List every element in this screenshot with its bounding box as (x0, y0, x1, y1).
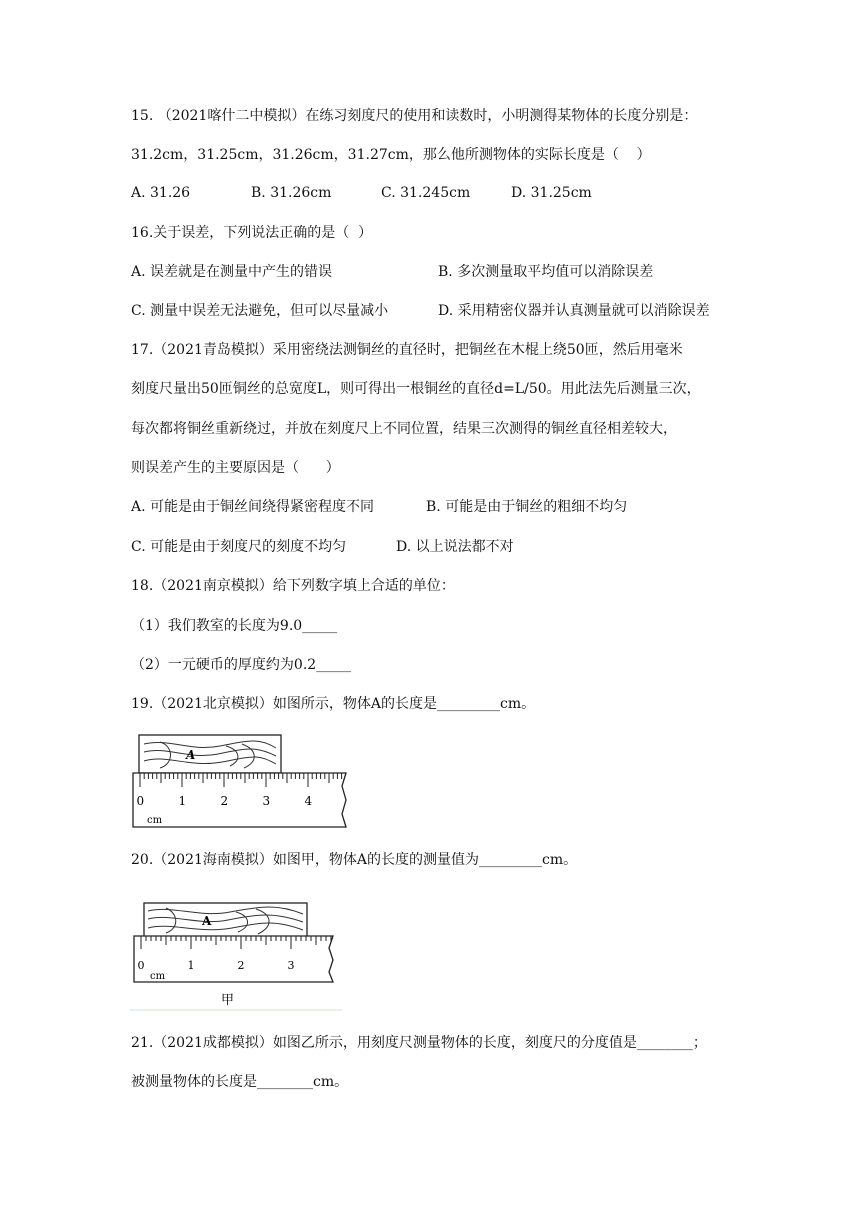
q20-object-a (144, 903, 307, 937)
q20-ruler-tick-label: 0 (137, 959, 145, 972)
q17-option-b: B. 可能是由于铜丝的粗细不均匀 (426, 499, 628, 515)
q15-stem-line1: 15. （2021喀什二中模拟）在练习刻度尺的使用和读数时，小明测得某物体的长度分别是： (131, 108, 698, 124)
q19-ruler-tick-label: 3 (262, 794, 271, 808)
q17-stem-line4: 则误差产生的主要原因是（ ） (131, 460, 340, 476)
q17-option-c: C. 可能是由于刻度尺的刻度不均匀 (131, 539, 347, 555)
q15-option-b: B. 31.26cm (251, 185, 332, 201)
q20-figure-caption: 甲 (221, 993, 235, 1008)
q19-object-label: A (186, 748, 196, 762)
q21-stem-line2: 被测量物体的长度是________cm。 (131, 1074, 349, 1090)
q17-option-d: D. 以上说法都不对 (396, 539, 514, 555)
q16-option-b: B. 多次测量取平均值可以消除误差 (438, 264, 654, 280)
q20-ruler-figure (128, 898, 344, 1012)
q16-option-c: C. 测量中误差无法避免，但可以尽量减小 (131, 303, 389, 319)
q15-stem-line2: 31.2cm，31.25cm，31.26cm，31.27cm，那么他所测物体的实际长度是（ ） (131, 147, 651, 163)
q19-ruler-body (133, 773, 346, 827)
q19-ruler-tick-label: 4 (304, 794, 313, 808)
q21-stem-line1: 21.（2021成都模拟）如图乙所示，用刻度尺测量物体的长度，刻度尺的分度值是________； (131, 1035, 707, 1051)
q16-stem: 16.关于误差，下列说法正确的是（ ） (131, 225, 373, 241)
q15-option-a: A. 31.26 (131, 185, 191, 201)
q20-stem: 20.（2021海南模拟）如图甲，物体A的长度的测量值为_________cm。 (131, 852, 578, 868)
q17-stem-line3: 每次都将铜丝重新绕过，并放在刻度尺上不同位置，结果三次测得的铜丝直径相差较大， (131, 421, 677, 437)
q19-ruler-tick-label: 2 (220, 794, 229, 808)
q19-ruler-tick-label: 0 (136, 794, 145, 808)
q20-object-label: A (202, 914, 212, 928)
q17-stem-line2: 刻度尺量出50匝铜丝的总宽度L，则可得出一根铜丝的直径d=L/50。用此法先后测量三次， (131, 381, 701, 397)
q17-option-a: A. 可能是由于铜丝间绕得紧密程度不同 (131, 499, 375, 515)
q20-unit-label: cm (150, 971, 166, 982)
q20-ruler-tick-label: 2 (237, 959, 245, 972)
q16-option-d: D. 采用精密仪器并认真测量就可以消除误差 (438, 303, 710, 319)
q16-option-a: A. 误差就是在测量中产生的错误 (131, 264, 333, 280)
q20-ruler-tick-label: 3 (287, 959, 295, 972)
q19-unit-label: cm (147, 815, 163, 826)
q18-item-2: （2）一元硬币的厚度约为0.2_____ (131, 657, 352, 673)
q19-ruler-figure (130, 734, 352, 830)
q18-stem: 18.（2021南京模拟）给下列数字填上合适的单位： (131, 578, 455, 594)
q19-stem: 19.（2021北京模拟）如图所示，物体A的长度是_________cm。 (131, 696, 536, 712)
q15-option-d: D. 31.25cm (511, 185, 592, 201)
q18-item-1: （1）我们教室的长度为9.0_____ (131, 618, 338, 634)
q19-object-a (139, 735, 281, 773)
q20-ruler-tick-label: 1 (187, 959, 195, 972)
q15-option-c: C. 31.245cm (381, 185, 471, 201)
q17-stem-line1: 17.（2021青岛模拟）采用密绕法测铜丝的直径时，把铜丝在木棍上绕50匝，然后用毫米 (131, 342, 683, 358)
q19-ruler-tick-label: 1 (178, 794, 187, 808)
